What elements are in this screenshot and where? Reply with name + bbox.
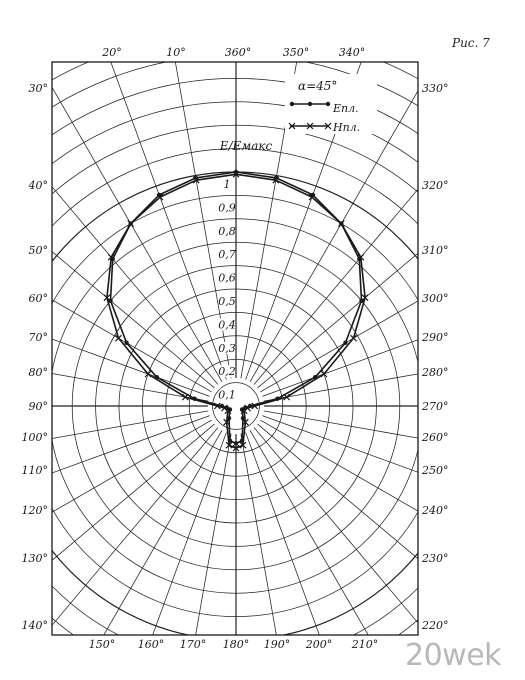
radial-tick-label: 1 — [223, 178, 231, 191]
legend-e-marker — [290, 102, 294, 106]
angle-tick-label-top: 10° — [166, 46, 186, 59]
angle-tick-label-left: 50° — [28, 244, 48, 257]
radial-tick-label: 0,8 — [218, 224, 236, 238]
angle-tick-label-left: 40° — [28, 179, 48, 192]
angle-tick-label-bottom: 210° — [351, 638, 379, 651]
grid-spoke — [262, 416, 525, 566]
angle-tick-label-left: 90° — [28, 400, 48, 413]
angle-tick-label-right: 270° — [422, 400, 449, 413]
radial-tick-label: 0,9 — [218, 201, 236, 215]
series-e-point — [343, 341, 347, 345]
angle-tick-label-left: 140° — [21, 619, 48, 632]
legend-h-label: Hпл. — [333, 121, 361, 134]
series-e-point — [124, 341, 128, 345]
radial-tick-label: 0,1 — [218, 388, 236, 402]
angle-tick-label-right: 290° — [422, 331, 449, 344]
figure-label: Рис. 7 — [452, 36, 490, 50]
angle-tick-label-left: 30° — [28, 82, 48, 95]
legend-e-marker — [326, 102, 330, 106]
watermark: 20wek — [405, 638, 502, 673]
angle-tick-label-left: 80° — [28, 366, 48, 379]
angle-tick-label-right: 240° — [422, 504, 449, 517]
angle-tick-label-bottom: 160° — [137, 638, 165, 651]
alpha-annotation: α=45° — [298, 79, 338, 93]
angle-tick-label-right: 250° — [422, 464, 449, 477]
angle-tick-label-left: 130° — [21, 552, 48, 565]
chart-legend — [285, 74, 377, 134]
angle-tick-label-top: 360° — [224, 46, 252, 59]
angle-tick-label-right: 330° — [422, 82, 449, 95]
angle-tick-label-left: 100° — [21, 431, 48, 444]
angle-tick-label-left: 110° — [21, 464, 48, 477]
angle-tick-label-right: 260° — [422, 431, 449, 444]
angle-tick-label-left: 60° — [28, 292, 48, 305]
angle-tick-label-right: 300° — [422, 292, 449, 305]
angle-tick-label-bottom: 190° — [263, 638, 291, 651]
radial-axis-label: E/Eмакс — [219, 139, 273, 153]
legend-e-marker — [308, 102, 312, 106]
grid-spoke — [262, 246, 525, 396]
grid-circle — [0, 78, 525, 680]
polar-labels — [22, 46, 449, 651]
radial-tick-label: 0,7 — [218, 248, 236, 262]
legend-e-label: Eпл. — [333, 102, 359, 115]
grid-spoke — [258, 105, 525, 388]
angle-tick-label-left: 70° — [28, 331, 48, 344]
radial-tick-label: 0,5 — [218, 295, 236, 308]
angle-tick-label-top: 350° — [282, 46, 310, 59]
angle-tick-label-bottom: 180° — [222, 638, 250, 651]
grid-spoke — [246, 0, 396, 380]
angle-tick-label-bottom: 170° — [179, 638, 207, 651]
angle-tick-label-right: 320° — [422, 179, 449, 192]
radial-tick-label: 0,2 — [218, 365, 236, 379]
radial-tick-label: 0,4 — [218, 318, 236, 332]
grid-spoke — [76, 0, 226, 380]
angle-tick-label-bottom: 200° — [305, 638, 333, 651]
angle-tick-label-top: 20° — [102, 46, 122, 59]
radial-tick-label: 0,6 — [218, 271, 236, 285]
angle-tick-label-right: 280° — [422, 366, 449, 379]
angle-tick-label-left: 120° — [21, 504, 48, 517]
series-e-point — [234, 441, 238, 445]
angle-tick-label-right: 310° — [422, 244, 449, 257]
angle-tick-label-right: 230° — [422, 552, 449, 565]
grid-circle — [0, 32, 525, 680]
series-h-point — [145, 371, 151, 377]
radial-tick-label: 0,3 — [218, 341, 236, 355]
angle-tick-label-top: 340° — [338, 46, 366, 59]
series-h-point — [321, 371, 327, 377]
angle-tick-label-right: 220° — [422, 619, 449, 632]
angle-tick-label-bottom: 150° — [88, 638, 116, 651]
